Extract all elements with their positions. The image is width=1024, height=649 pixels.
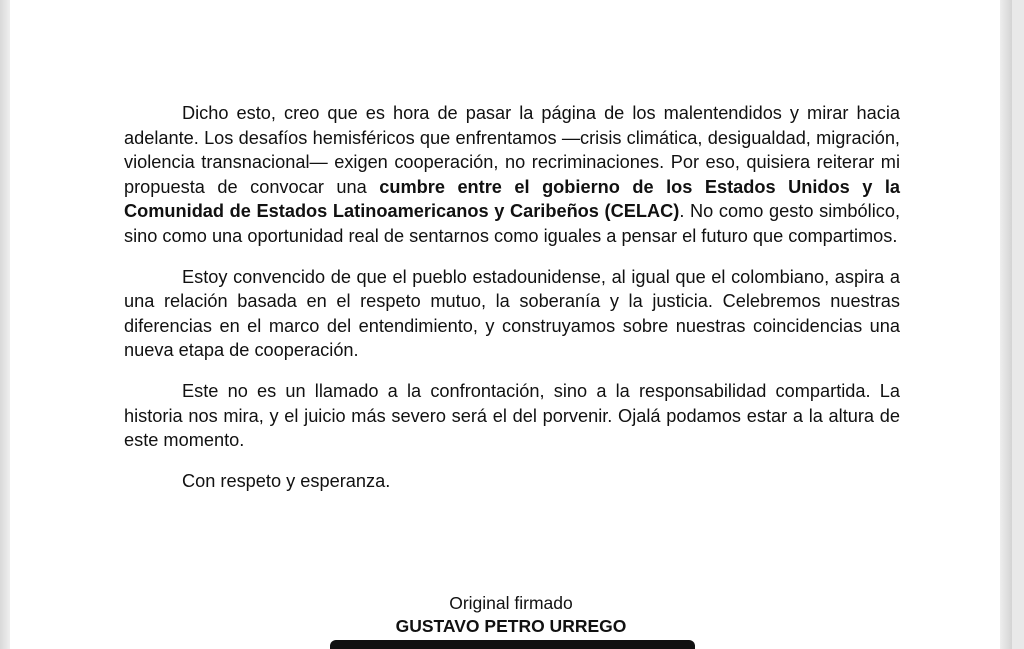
paragraph-1 xyxy=(124,101,900,249)
paragraph-2: Estoy convencido de que el pueblo estadounidense, al igual que el colombiano, aspira a una relación basada en el respeto mutuo, la soberanía y la justicia. Celebremos nuestras diferencias en el marco del entendimiento, y construyamos sobre nuestras coincidencias una nueva etapa de cooperación. xyxy=(124,266,900,361)
page-edge-left xyxy=(0,0,10,649)
paragraph-1-bold: cumbre entre el gobierno de los Estados Unidos y la Comunidad de Estados Latinoamericanos y Caribeños (CELAC) xyxy=(124,176,900,222)
paragraph-1-outro: . No como gesto simbólico, sino como una oportunidad real de sentarnos como iguales a pensar el futuro que compartimos. xyxy=(124,201,901,246)
letter-body xyxy=(124,101,900,509)
signature-block xyxy=(10,592,1012,638)
closing-line: Con respeto y esperanza. xyxy=(182,470,391,491)
signatory-name: GUSTAVO PETRO URREGO xyxy=(395,616,627,636)
signature-note: Original firmado xyxy=(449,593,573,613)
paragraph-1-intro: Dicho esto, creo que es hora de pasar la página de los malentendidos y mirar hacia adelante. Los desafíos hemisféricos que enfrentamos —crisis climática, desigualdad, migración, violencia transnacional— exigen cooperación, no recriminaciones. Por eso, quisiera reiterar mi propuesta de convocar una xyxy=(124,103,900,197)
document-page xyxy=(10,0,1012,649)
page-edge-right xyxy=(1000,0,1012,649)
paragraph-3: Este no es un llamado a la confrontación, sino a la responsabilidad compartida. La historia nos mira, y el juicio más severo será el del porvenir. Ojalá podamos estar a la altura de este momento. xyxy=(124,380,900,451)
redaction-bar xyxy=(330,640,695,649)
